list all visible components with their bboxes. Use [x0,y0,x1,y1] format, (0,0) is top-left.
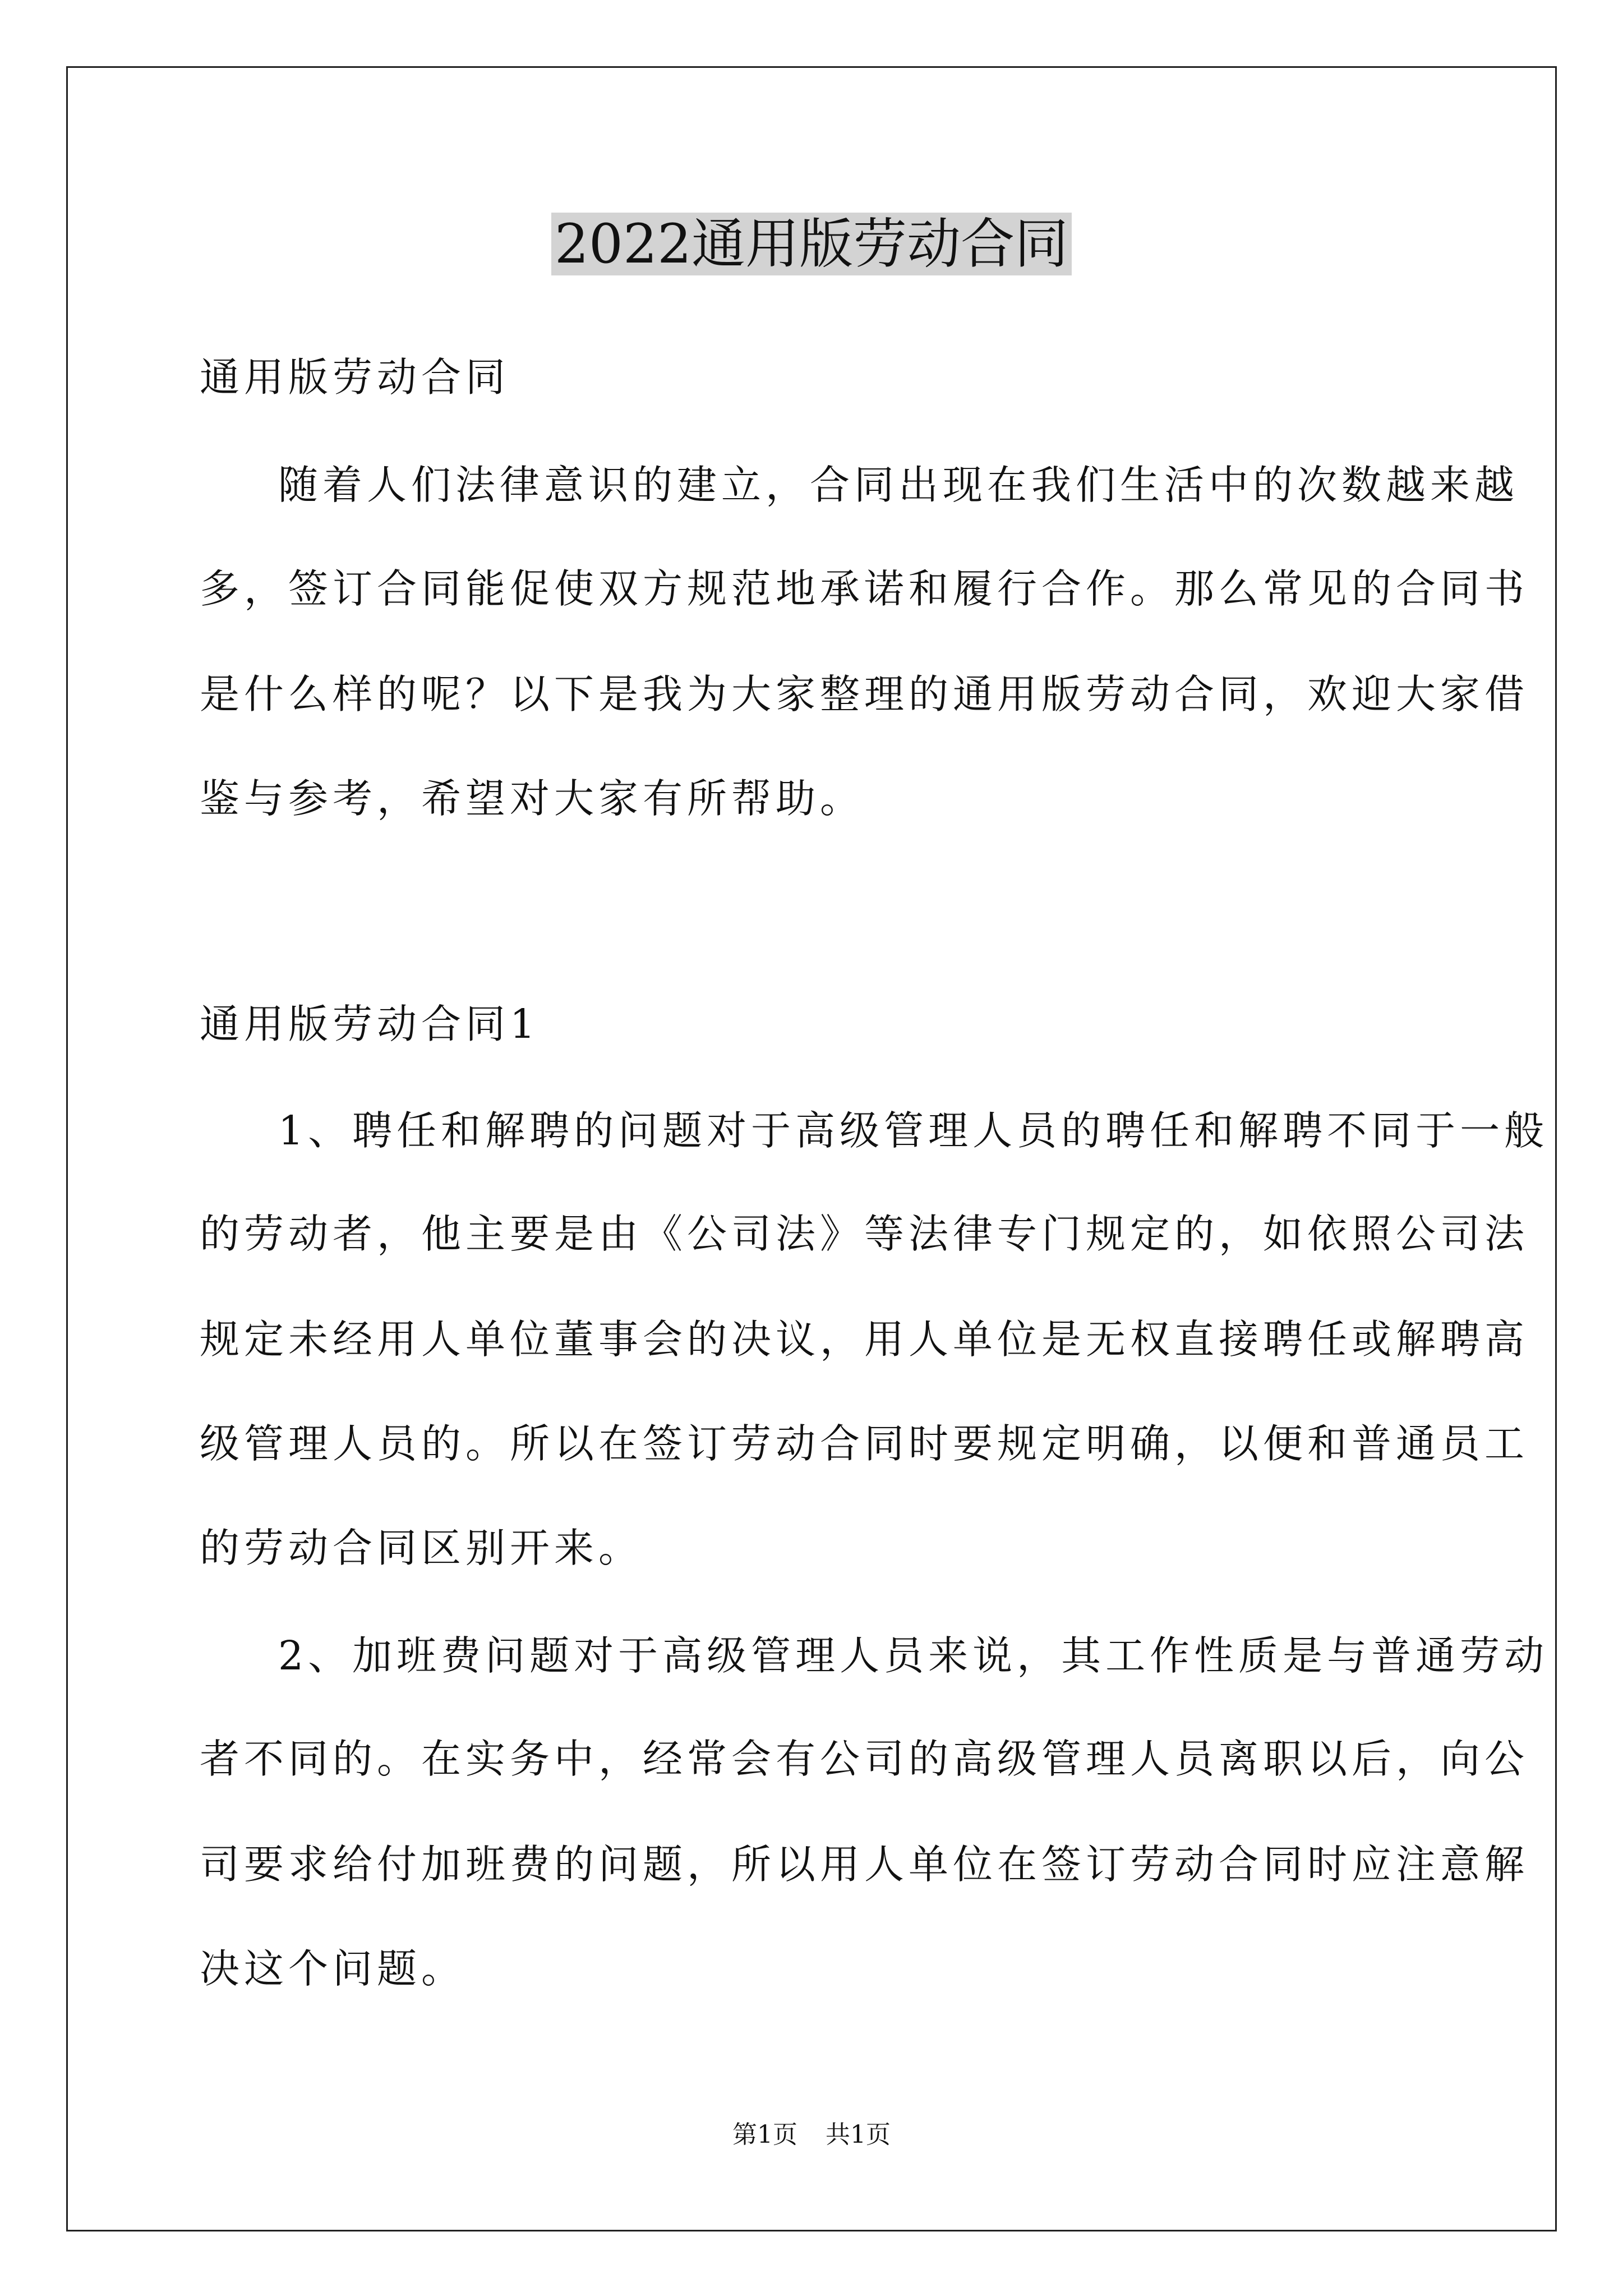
paragraph-line: 规定未经用人单位董事会的决议，用人单位是无权直接聘任或解聘高 [200,1316,1529,1363]
paragraph-line: 多，签订合同能促使双方规范地承诺和履行合作。那么常见的合同书 [200,565,1529,612]
paragraph-line: 2、加班费问题对于高级管理人员来说，其工作性质是与普通劳动 [278,1632,1549,1679]
paragraph-line: 随着人们法律意识的建立，合同出现在我们生活中的次数越来越 [278,462,1519,508]
paragraph-line: 的劳动者，他主要是由《公司法》等法律专门规定的，如依照公司法 [200,1211,1529,1257]
section-heading: 通用版劳动合同1 [200,1001,540,1047]
page-footer [0,2118,1623,2152]
document-title: 2022通用版劳动合同 [0,208,1623,280]
paragraph-line: 1、聘任和解聘的问题对于高级管理人员的聘任和解聘不同于一般 [278,1107,1549,1154]
page-number: 第1页 [732,2120,797,2149]
paragraph-line: 者不同的。在实务中，经常会有公司的高级管理人员离职以后，向公 [200,1736,1529,1782]
paragraph-line: 决这个问题。 [200,1945,466,1992]
paragraph-line: 的劳动合同区别开来。 [200,1525,643,1571]
section-heading: 通用版劳动合同 [200,354,510,401]
page-total: 共1页 [826,2120,891,2149]
paragraph-line: 司要求给付加班费的问题，所以用人单位在签订劳动合同时应注意解 [200,1841,1529,1888]
paragraph-line: 鉴与参考，希望对大家有所帮助。 [200,775,865,822]
paragraph-line: 是什么样的呢？以下是我为大家整理的通用版劳动合同，欢迎大家借 [200,671,1529,717]
paragraph-line: 级管理人员的。所以在签订劳动合同时要规定明确，以便和普通员工 [200,1420,1529,1467]
